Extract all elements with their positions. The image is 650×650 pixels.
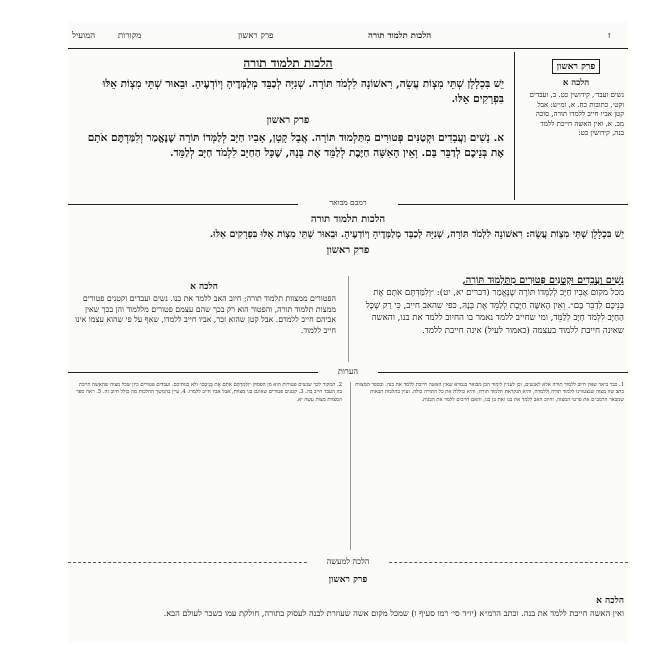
margin-sources bbox=[528, 54, 624, 139]
lemaase-label: הלכה למעשה bbox=[308, 557, 388, 566]
page-number: ז bbox=[608, 31, 611, 41]
header-section: המועיל bbox=[72, 31, 96, 41]
header-sources-label: מקורות bbox=[118, 31, 142, 41]
notes-col-divider bbox=[350, 382, 351, 550]
margin-halacha: הלכה א bbox=[562, 78, 590, 88]
header-chapter: פרק ראשון bbox=[238, 31, 274, 41]
notes-label: הערות bbox=[318, 367, 378, 376]
mevoar-left-text: הפטורים ממצוות תלמוד תורה; חיוב האב ללמד את בנו. נשים ועבדים וקטנים פטורים ממצות תלמוד תורה, והפטור הוא רק בכך שהם עצמם פטורים מללמוד והן בכך שאין אביהם חייב ללמדם. אבל קטן שהוא זכר, אביו חייב ללמדו, שאף על פי שהוא עצמו אינו חייב ללמוד. bbox=[75, 294, 336, 335]
margin-chapter: פרק ראשון bbox=[552, 59, 600, 74]
notes-left-col: 2. המקור לכך שנשים פטורות הוא מן הפסוק ״וְלִמַּדְתֶּם אֹתָם אֶת בְּנֵיכֶם״ ולא בנותיכם. ועבדים פטורים כיון שכל מצוה שהאשה חייבת בה העבד חייב בה. 3. קטנים פטורים שאינם בני מצוות, אבל אביו חייב ללמדו. 4. עיין בהמשך ההלכות מה כולל חיוב זה. 5. ראה ספר המצוות מצות עשה יא. bbox=[76, 382, 342, 403]
book-page bbox=[68, 22, 628, 642]
main-intro: יֵשׁ בִּכְלָלָן שְׁתֵּי מִצְוֹת עֲשֵׂה, רִאשׁוֹנָה לִלְמֹד תּוֹרָה. שְׁנִיָּה לְכַבֵּד מְלַמְּדֶיהָ וְיוֹדְעֶיהָ. וּבֵאוּר שְׁתֵּי מִצְוֹת אֵלּוּ בִּפְרָקִים אֵלּוּ. bbox=[102, 78, 504, 105]
mevoar-right-text: מכל מקום אָבִיו חַיָּב לְלַמְּדוֹ תּוֹרָה שֶׁנֶּאֱמַר (דברים יא, יט): ״וְלִמַּדְתֶּם אֹתָם אֶת בְּנֵיכֶם לְדַבֵּר בָּם״. וְאֵין הָאִשָּׁה חַיֶּבֶת לְלַמֵּד אֶת בְּנָהּ, כפי שהאב חייב, כִּי רַק שֶׁכָּל הַחַיָּב לִלְמֹד חַיָּב לְלַמֵּד, ומי שחייב ללמד נאמר בו החיוב ללמד את בנו, והאשה שאינה חייבת ללמוד בעצמה (כאמור לעיל) אינה חייבת ללמד. bbox=[365, 288, 624, 336]
main-text bbox=[72, 56, 504, 161]
notes-right-col: 1. כבר ביאר שאין חיוב ללמוד תורה אלא לאנשים, וכן לעניין לימוד הבן מבואר בגמרא שאין האשה חייבת ללמד את בנה. ובספר המצוות כתב שזו מצוה שנצטווינו ללמוד תורה וללמדה, והיא הנקראת תלמוד תורה, והיא כוללת את כל התורה כולה. ועיין בהלכות הבאות שמבאר הרמב״ם את פרטי המצוה, וחיוב האב ללמד את בנו ואת בן בנו, והאם חייבים ללמד את הבנות. bbox=[355, 382, 624, 403]
mevoar-left-heading: הלכה א bbox=[190, 282, 218, 292]
mevoar-intro: יֵשׁ בִּכְלָלָן שְׁתֵּי מִצְוֹת עֲשֵׂה: רִאשׁוֹנָה לִלְמֹד תּוֹרָה, שְׁנִיָּה לְכַבֵּד מְלַמְּדֶיהָ וְיוֹדְעֶיהָ. וּבֵאוּר שְׁתֵּי מִצְוֹת אֵלּוּ בִּפְרָקִים אֵלּוּ. bbox=[209, 229, 624, 240]
mevoar-section bbox=[72, 214, 624, 258]
mevoar-right-heading: נָשִׁים וַעֲבָדִים וּקְטַנִּים פְּטוּרִים מִתַּלְמוּד תּוֹרָה, bbox=[462, 275, 624, 286]
mevoar-col-divider bbox=[348, 276, 349, 362]
mevoar-label: רמבם מבואר bbox=[298, 198, 398, 207]
header-rule bbox=[68, 48, 628, 49]
mevoar-chapter: פרק ראשון bbox=[326, 245, 370, 256]
main-halacha-text: א. נָשִׁים וַעֲבָדִים וּקְטַנִּים פְּטוּרִים מִתַּלְמוּד תּוֹרָה. אֲבָל קָטָן, אָבִיו חַיָּב לְלַמְּדוֹ תּוֹרָה שֶׁנֶּאֱמַר וְלִמַּדְתֶּם אֹתָם אֶת בְּנֵיכֶם לְדַבֵּר בָּם. וְאֵין הָאִשָּׁה חַיֶּבֶת לְלַמֵּד אֶת בְּנָהּ, שֶׁכָּל הַחַיָּב לִלְמֹד חַיָּב לְלַמֵּד. bbox=[87, 132, 504, 159]
mevoar-left-col bbox=[72, 274, 336, 336]
mevoar-right-col bbox=[362, 274, 624, 337]
main-chapter-heading: פרק ראשון bbox=[266, 115, 310, 126]
lemaase-text: ואין האשה חייבת ללמד את בנה. וכתב הרמ״א (יו״ד סי׳ רמו סעיף ו) שמכל מקום אשה שעוזרת לבנה לעסוק בתורה, חולקת עמו בשכר לעולם הבא. bbox=[163, 608, 624, 618]
lemaase-chapter: פרק ראשון bbox=[328, 575, 368, 585]
mevoar-title: הלכות תלמוד תורה bbox=[310, 214, 386, 225]
running-header bbox=[68, 30, 628, 46]
lemaase-section bbox=[72, 574, 624, 619]
margin-divider bbox=[514, 52, 515, 200]
margin-sources-text: נשים ועבד׳, קידושין כט. ב, ועבדים וקט׳, כתובות כח. א, ומ״ש: אבל קטן אביו חייב ללמדו תורה, סוכה מב. א, ואין האשה חייבת ללמד בנה, קידושין כט: bbox=[529, 91, 624, 137]
header-title: הלכות תלמוד תורה bbox=[368, 31, 432, 41]
lemaase-halacha: הלכה א bbox=[596, 596, 624, 606]
main-title: הלכות תלמוד תורה bbox=[243, 56, 333, 70]
